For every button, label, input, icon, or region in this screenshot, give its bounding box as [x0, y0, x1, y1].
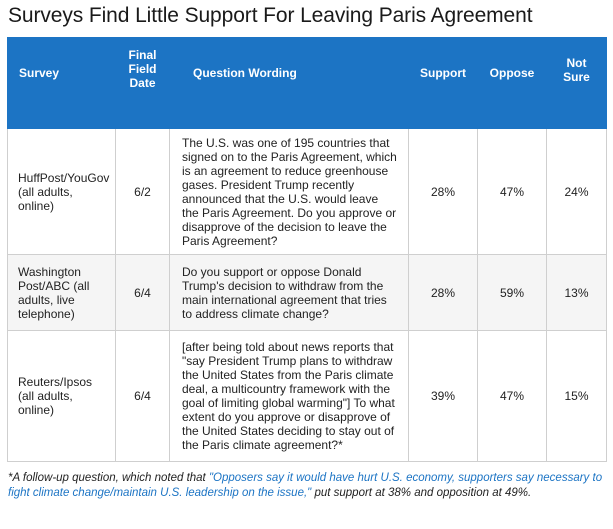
header-not-sure-line2: Sure [563, 70, 590, 84]
cell-not-sure: 13% [547, 255, 607, 331]
header-date-line1: Final [128, 48, 157, 62]
cell-support: 28% [409, 255, 478, 331]
footnote-text-start: *A follow-up question, which noted that [8, 472, 209, 484]
table-row [8, 331, 607, 462]
cell-survey: HuffPost/YouGov (all adults, online) [8, 129, 116, 255]
header-date-line3: Date [129, 76, 156, 90]
footnote-quote: "Opposers say it would have hurt U.S. economy, supporters say necessary to fight climate change/maintain U.S. leadership on the issue," [8, 472, 603, 499]
header-oppose: Oppose [478, 38, 547, 129]
table-row [8, 129, 607, 255]
header-not-sure [547, 38, 607, 129]
page-title: Surveys Find Little Support For Leaving Paris Agreement [8, 4, 533, 27]
header-question-wording: Question Wording [170, 38, 409, 129]
cell-question-wording: [after being told about news reports that "say President Trump plans to withdraw the United States from the Paris climate deal, a multicountry framework with the goal of limiting global warming"] To what extent do you approve or disapprove of the United States deciding to stay out of the Paris climate agreement?* [170, 331, 409, 462]
cell-oppose: 47% [478, 331, 547, 462]
survey-table [7, 37, 607, 462]
header-support: Support [409, 38, 478, 129]
footnote [8, 471, 606, 501]
table-header-row [8, 38, 607, 129]
footnote-text-end: put support at 38% and opposition at 49%. [311, 487, 532, 499]
cell-not-sure: 24% [547, 129, 607, 255]
cell-date: 6/4 [116, 255, 170, 331]
header-survey: Survey [8, 38, 116, 129]
cell-survey: Reuters/Ipsos (all adults, online) [8, 331, 116, 462]
cell-date: 6/2 [116, 129, 170, 255]
cell-support: 28% [409, 129, 478, 255]
cell-survey: Washington Post/ABC (all adults, live telephone) [8, 255, 116, 331]
cell-support: 39% [409, 331, 478, 462]
cell-question-wording: Do you support or oppose Donald Trump's decision to withdraw from the main international agreement that tries to address climate change? [170, 255, 409, 331]
header-not-sure-line1: Not [566, 56, 587, 70]
header-date-line2: Field [128, 62, 157, 76]
cell-date: 6/4 [116, 331, 170, 462]
cell-not-sure: 15% [547, 331, 607, 462]
cell-oppose: 47% [478, 129, 547, 255]
cell-question-wording: The U.S. was one of 195 countries that signed on to the Paris Agreement, which is an agreement to reduce greenhouse gases. President Trump recently announced that the U.S. would leave the Paris Agreement. Do you approve or disapprove of the decision to leave the Paris Agreement? [170, 129, 409, 255]
table-row [8, 255, 607, 331]
cell-oppose: 59% [478, 255, 547, 331]
header-final-field-date [116, 38, 170, 129]
